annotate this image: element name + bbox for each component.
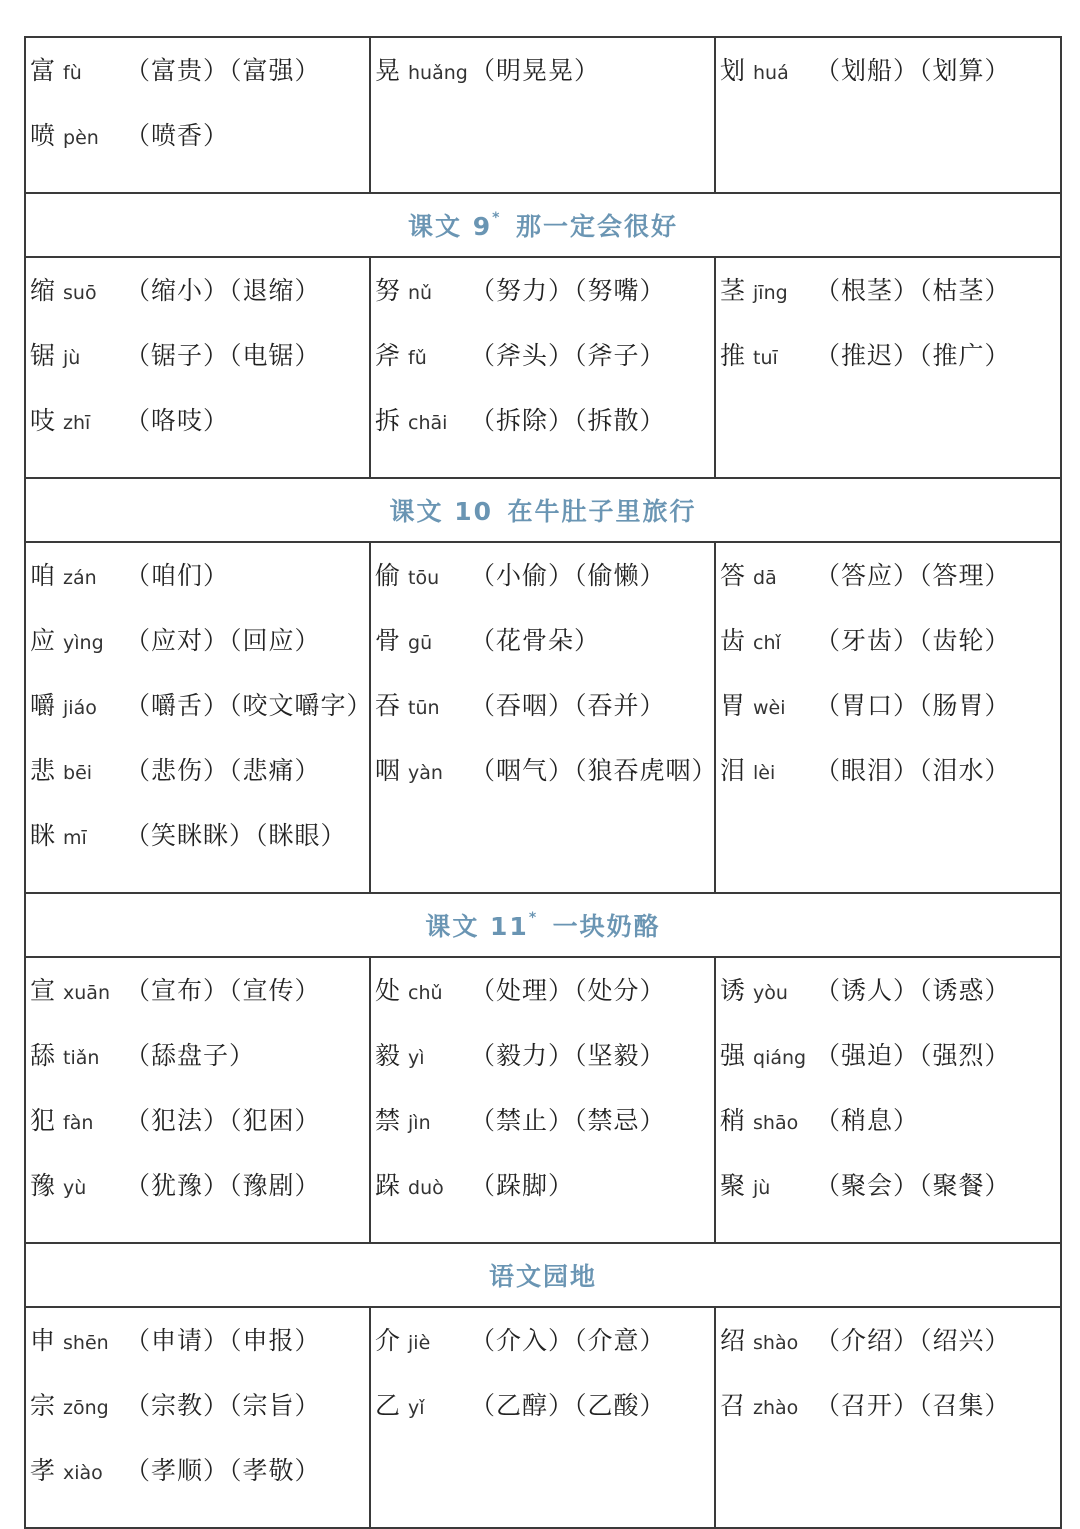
example-words: （富贵）（富强） (125, 56, 321, 85)
pinyin: huǎng (408, 62, 468, 84)
character: 斧 (375, 341, 401, 370)
vocab-cell (25, 257, 370, 478)
pinyin: shào (753, 1332, 799, 1354)
pinyin: xuān (63, 982, 110, 1004)
character: 应 (30, 626, 56, 655)
example-words: （召开）（召集） (815, 1391, 1011, 1420)
pinyin: bēi (63, 762, 93, 784)
character: 悲 (30, 756, 56, 785)
lesson-name: 一块奶酪 (552, 912, 661, 941)
vocab-entry (30, 622, 369, 687)
character: 富 (30, 56, 56, 85)
pinyin: tuī (753, 347, 778, 369)
example-words: （推迟）（推广） (815, 341, 1011, 370)
example-words: （介入）（介意） (470, 1326, 666, 1355)
optional-lesson-star: * (492, 209, 502, 226)
vocab-entry (720, 1322, 1060, 1387)
character: 处 (375, 976, 401, 1005)
pinyin: yù (63, 1177, 87, 1199)
vocab-entry (375, 1167, 714, 1232)
character: 缩 (30, 276, 56, 305)
vocab-entry (375, 1387, 714, 1452)
character: 晃 (375, 56, 401, 85)
character: 宣 (30, 976, 56, 1005)
example-words: （孝顺）（孝敬） (125, 1456, 321, 1485)
example-words: （斧头）（斧子） (470, 341, 666, 370)
pinyin: yàn (408, 762, 443, 784)
vocab-entry (375, 1102, 714, 1167)
pinyin: gū (408, 632, 433, 654)
section-body-row (25, 257, 1061, 478)
vocab-cell (370, 37, 715, 193)
example-words: （划船）（划算） (815, 56, 1011, 85)
example-words: （毅力）（坚毅） (470, 1041, 666, 1070)
example-words: （吞咽）（吞并） (470, 691, 666, 720)
vocab-cell (715, 37, 1061, 193)
example-words: （应对）（回应） (125, 626, 321, 655)
pinyin: chǐ (753, 632, 781, 654)
optional-lesson-star: * (528, 909, 539, 926)
section-body-row (25, 37, 1061, 193)
vocab-cell (25, 37, 370, 193)
pinyin: zōng (63, 1397, 109, 1419)
vocab-entry (375, 1322, 714, 1387)
vocab-entry (720, 622, 1060, 687)
vocab-entry (375, 687, 714, 752)
vocab-cell (715, 957, 1061, 1243)
section-header (25, 893, 1061, 957)
pinyin: yǐ (408, 1397, 425, 1419)
example-words: （介绍）（绍兴） (815, 1326, 1011, 1355)
vocab-entry (720, 272, 1060, 337)
example-words: （拆除）（拆散） (470, 406, 666, 435)
vocab-entry (30, 337, 369, 402)
example-words: （咱们） (125, 561, 230, 590)
example-words: （眼泪）（泪水） (815, 756, 1011, 785)
vocab-entry (375, 557, 714, 622)
section-header (25, 193, 1061, 257)
section-header-row (25, 1243, 1061, 1307)
pinyin: duò (408, 1177, 444, 1199)
pinyin: yòu (753, 982, 788, 1004)
example-words: （咽气）（狼吞虎咽） (470, 756, 718, 785)
section-title (425, 909, 661, 941)
example-words: （舔盘子） (125, 1041, 256, 1070)
vocab-entry (375, 1037, 714, 1102)
pinyin: jiè (408, 1332, 431, 1354)
example-words: （嚼舌）（咬文嚼字） (125, 691, 373, 720)
character: 推 (720, 341, 746, 370)
character: 嚼 (30, 691, 56, 720)
character: 舔 (30, 1041, 56, 1070)
pinyin: fù (63, 62, 82, 84)
vocabulary-table (24, 36, 1062, 1529)
pinyin: chāi (408, 412, 448, 434)
character: 跺 (375, 1171, 401, 1200)
section-title (408, 209, 678, 241)
vocab-cell (25, 1307, 370, 1528)
example-words: （咯吱） (125, 406, 230, 435)
character: 茎 (720, 276, 746, 305)
vocab-cell (370, 957, 715, 1243)
vocab-entry (30, 752, 369, 817)
example-words: （乙醇）（乙酸） (470, 1391, 666, 1420)
vocab-cell (25, 542, 373, 893)
vocab-entry (720, 557, 1060, 622)
vocab-entry (30, 1167, 369, 1232)
pinyin: dā (753, 567, 777, 589)
example-words: （牙齿）（齿轮） (815, 626, 1011, 655)
pinyin: zhī (63, 412, 91, 434)
pinyin: tiǎn (63, 1047, 100, 1069)
pinyin: chǔ (408, 982, 443, 1004)
vocab-entry (30, 687, 373, 752)
section-header-row (25, 478, 1061, 542)
character: 宗 (30, 1391, 56, 1420)
vocab-entry (375, 52, 714, 117)
example-words: （缩小）（退缩） (125, 276, 321, 305)
example-words: （申请）（申报） (125, 1326, 321, 1355)
section-body-row (25, 542, 1061, 893)
vocab-entry (30, 1322, 369, 1387)
section-title (489, 1262, 597, 1291)
example-words: （聚会）（聚餐） (815, 1171, 1011, 1200)
vocab-entry (30, 52, 369, 117)
vocab-entry (375, 272, 714, 337)
example-words: （锯子）（电锯） (125, 341, 321, 370)
section-header (25, 1243, 1061, 1307)
pinyin: zán (63, 567, 97, 589)
character: 吞 (375, 691, 401, 720)
character: 喷 (30, 121, 56, 150)
vocab-entry (720, 1037, 1060, 1102)
character: 毅 (375, 1041, 401, 1070)
lesson-label: 课文 11 (425, 912, 529, 941)
pinyin: fàn (63, 1112, 94, 1134)
character: 划 (720, 56, 746, 85)
example-words: （强迫）（强烈） (815, 1041, 1011, 1070)
example-words: （明晃晃） (470, 56, 601, 85)
vocab-entry (30, 1037, 369, 1102)
pinyin: fǔ (408, 347, 427, 369)
character: 豫 (30, 1171, 56, 1200)
vocab-entry (30, 402, 369, 467)
vocab-entry (375, 622, 714, 687)
character: 锯 (30, 341, 56, 370)
character: 稍 (720, 1106, 746, 1135)
character: 吱 (30, 406, 56, 435)
pinyin: shēn (63, 1332, 109, 1354)
vocab-entry (720, 1387, 1060, 1452)
example-words: （努力）（努嘴） (470, 276, 666, 305)
vocab-cell (370, 1307, 715, 1528)
vocab-entry (375, 752, 718, 817)
vocab-cell (715, 542, 1061, 893)
vocab-cell (715, 1307, 1061, 1528)
example-words: （花骨朵） (470, 626, 601, 655)
pinyin: yìng (63, 632, 104, 654)
character: 骨 (375, 626, 401, 655)
pinyin: mī (63, 827, 87, 849)
vocab-cell (370, 542, 718, 893)
vocab-entry (30, 1387, 369, 1452)
vocab-cell (25, 957, 370, 1243)
pinyin: xiào (63, 1462, 103, 1484)
pinyin: tōu (408, 567, 440, 589)
example-words: （胃口）（肠胃） (815, 691, 1011, 720)
character: 绍 (720, 1326, 746, 1355)
section-header (25, 478, 1061, 542)
vocab-entry (30, 557, 369, 622)
character: 眯 (30, 821, 56, 850)
pinyin: tūn (408, 697, 440, 719)
vocab-entry (720, 337, 1060, 402)
character: 强 (720, 1041, 746, 1070)
pinyin: lèi (753, 762, 776, 784)
pinyin: qiáng (753, 1047, 807, 1069)
pinyin: nǔ (408, 282, 433, 304)
pinyin: wèi (753, 697, 786, 719)
character: 介 (375, 1326, 401, 1355)
vocab-entry (720, 752, 1060, 817)
lesson-name: 那一定会很好 (515, 212, 678, 241)
pinyin: jù (63, 347, 81, 369)
character: 诱 (720, 976, 746, 1005)
example-words: （诱人）（诱惑） (815, 976, 1011, 1005)
vocab-entry (30, 817, 369, 882)
pinyin: huá (753, 62, 789, 84)
character: 禁 (375, 1106, 401, 1135)
character: 答 (720, 561, 746, 590)
vocab-entry (375, 402, 714, 467)
character: 乙 (375, 1391, 401, 1420)
vocab-entry (30, 1452, 369, 1517)
vocab-entry (720, 1167, 1060, 1232)
character: 聚 (720, 1171, 746, 1200)
vocab-cell (370, 257, 715, 478)
section-title (389, 497, 696, 526)
vocab-entry (375, 337, 714, 402)
vocab-entry (720, 1102, 1060, 1167)
section-body-row (25, 1307, 1061, 1528)
vocab-cell (715, 257, 1061, 478)
vocab-entry (30, 272, 369, 337)
section-header-row (25, 193, 1061, 257)
character: 泪 (720, 756, 746, 785)
example-words: （笑眯眯）（眯眼） (125, 821, 347, 850)
vocab-entry (30, 972, 369, 1037)
example-words: （宣布）（宣传） (125, 976, 321, 1005)
pinyin: yì (408, 1047, 425, 1069)
character: 偷 (375, 561, 401, 590)
example-words: （宗教）（宗旨） (125, 1391, 321, 1420)
example-words: （根茎）（枯茎） (815, 276, 1011, 305)
example-words: （答应）（答理） (815, 561, 1011, 590)
example-words: （跺脚） (470, 1171, 575, 1200)
vocab-entry (720, 972, 1060, 1037)
character: 召 (720, 1391, 746, 1420)
pinyin: jiáo (63, 697, 97, 719)
pinyin: shāo (753, 1112, 799, 1134)
lesson-label: 课文 9 (408, 212, 493, 241)
character: 胃 (720, 691, 746, 720)
character: 咱 (30, 561, 56, 590)
vocab-entry (720, 52, 1060, 117)
vocab-entry (30, 1102, 369, 1167)
lesson-label: 课文 10 (389, 497, 493, 526)
example-words: （犹豫）（豫剧） (125, 1171, 321, 1200)
vocab-entry (30, 117, 369, 182)
pinyin: jù (753, 1177, 771, 1199)
character: 咽 (375, 756, 401, 785)
example-words: （稍息） (815, 1106, 920, 1135)
pinyin: zhào (753, 1397, 799, 1419)
example-words: （悲伤）（悲痛） (125, 756, 321, 785)
character: 申 (30, 1326, 56, 1355)
section-header-row (25, 893, 1061, 957)
example-words: （犯法）（犯困） (125, 1106, 321, 1135)
pinyin: jīng (753, 282, 788, 304)
character: 孝 (30, 1456, 56, 1485)
character: 齿 (720, 626, 746, 655)
vocab-entry (720, 687, 1060, 752)
lesson-name: 在牛肚子里旅行 (507, 497, 697, 526)
character: 拆 (375, 406, 401, 435)
section-body-row (25, 957, 1061, 1243)
example-words: （小偷）（偷懒） (470, 561, 666, 590)
example-words: （喷香） (125, 121, 230, 150)
character: 努 (375, 276, 401, 305)
character: 犯 (30, 1106, 56, 1135)
pinyin: suō (63, 282, 97, 304)
pinyin: pèn (63, 127, 99, 149)
example-words: （禁止）（禁忌） (470, 1106, 666, 1135)
vocab-entry (375, 972, 714, 1037)
pinyin: jìn (408, 1112, 431, 1134)
example-words: （处理）（处分） (470, 976, 666, 1005)
lesson-label: 语文园地 (488, 1262, 597, 1291)
